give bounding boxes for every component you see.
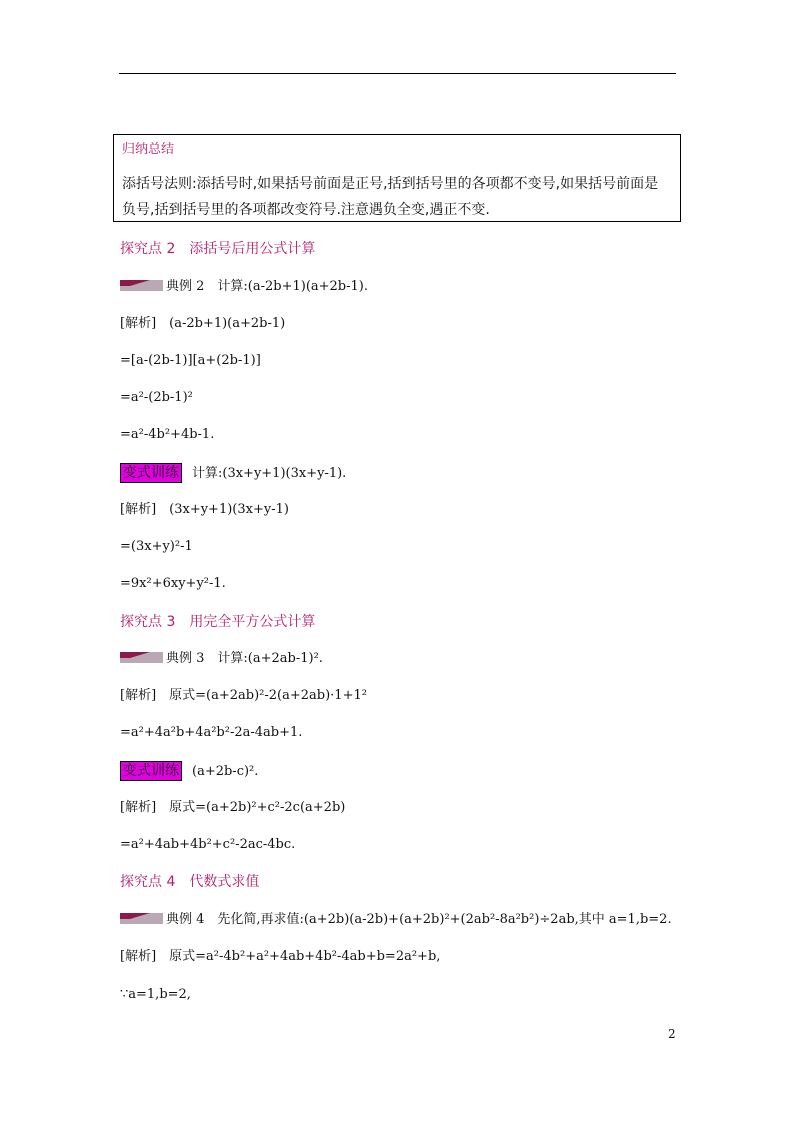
variant-practice-tag: 变式训练 <box>120 463 182 483</box>
math-line: ∵a=1,b=2, <box>120 987 191 1002</box>
example-icon <box>120 650 163 664</box>
analysis-line: [解析] 原式=(a+2ab)²-2(a+2ab)·1+1² <box>120 688 367 703</box>
summary-title: 归纳总结 <box>122 142 175 157</box>
example-icon <box>120 278 163 292</box>
math-line: =a²-4b²+4b-1. <box>120 427 215 442</box>
math-line: =a²+4ab+4b²+c²-2ac-4bc. <box>120 837 296 852</box>
example-4-text: 典例 4 先化简,再求值:(a+2b)(a-2b)+(a+2b)²+(2ab²-8a²b²)÷2ab,其中 a=1,b=2. <box>166 912 672 927</box>
example-icon <box>120 911 163 925</box>
section-heading-4: 探究点 4 代数式求值 <box>120 874 260 890</box>
section-heading-2: 探究点 2 添括号后用公式计算 <box>120 241 316 257</box>
math-line: =a²+4a²b+4a²b²-2a-4ab+1. <box>120 725 303 740</box>
math-line: =a²-(2b-1)² <box>120 390 193 405</box>
section-heading-3: 探究点 3 用完全平方公式计算 <box>120 614 316 630</box>
math-line: =(3x+y)²-1 <box>120 539 193 554</box>
math-line: =[a-(2b-1)][a+(2b-1)] <box>120 353 261 368</box>
example-2 <box>120 278 368 296</box>
page-number: 2 <box>668 1027 676 1041</box>
variant-practice-text: 计算:(3x+y+1)(3x+y-1). <box>192 466 347 481</box>
variant-practice-2 <box>120 761 258 781</box>
example-2-text: 典例 2 计算:(a-2b+1)(a+2b-1). <box>166 279 369 294</box>
example-4 <box>120 911 672 929</box>
example-3 <box>120 650 323 668</box>
variant-practice-text: (a+2b-c)². <box>192 764 259 779</box>
example-3-text: 典例 3 计算:(a+2ab-1)². <box>166 651 323 666</box>
analysis-line: [解析] 原式=a²-4b²+a²+4ab+4b²-4ab+b=2a²+b, <box>120 949 441 964</box>
header-rule <box>119 73 676 74</box>
variant-practice-tag: 变式训练 <box>120 761 182 781</box>
math-line: =9x²+6xy+y²-1. <box>120 576 226 591</box>
variant-practice-1 <box>120 463 346 483</box>
analysis-line: [解析] 原式=(a+2b)²+c²-2c(a+2b) <box>120 800 346 815</box>
analysis-line: [解析] (a-2b+1)(a+2b-1) <box>120 316 286 331</box>
summary-box <box>113 134 681 222</box>
summary-text: 添括号法则:添括号时,如果括号前面是正号,括到括号里的各项都不变号,如果括号前面是负号,括到括号里的各项都改变符号.注意遇负全变,遇正不变. <box>122 176 659 218</box>
analysis-line: [解析] (3x+y+1)(3x+y-1) <box>120 502 289 517</box>
